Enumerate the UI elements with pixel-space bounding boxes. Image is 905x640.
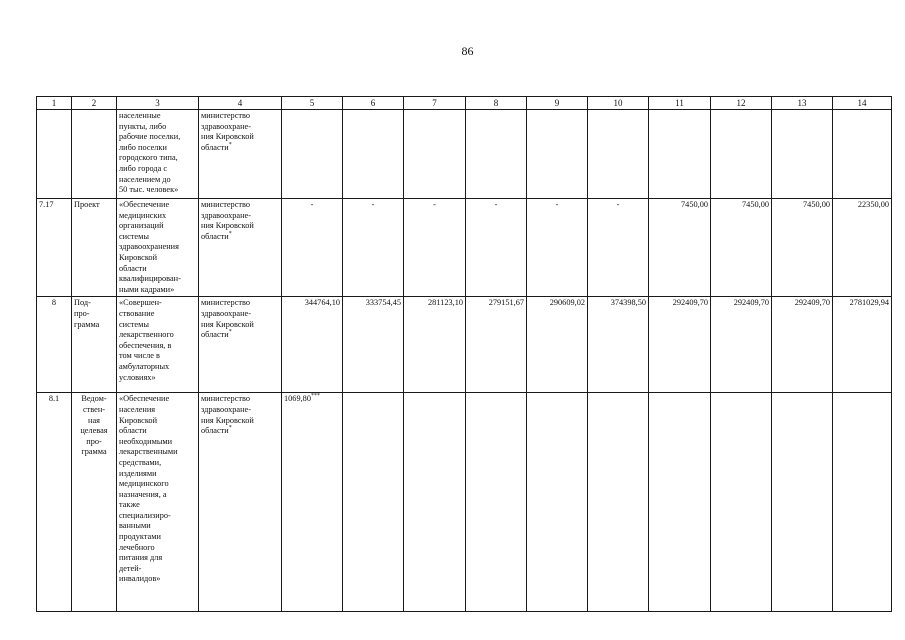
column-header: 4: [199, 97, 282, 110]
value-cell: -: [466, 199, 527, 297]
table-row: [37, 393, 892, 612]
value-cell: 292409,70: [772, 297, 833, 393]
column-header: 2: [72, 97, 117, 110]
value-cell: 2781029,94: [833, 297, 892, 393]
row-type-cell: Под- про- грамма: [72, 297, 117, 393]
row-number-cell: 8: [37, 297, 72, 393]
value-cell: -: [404, 199, 466, 297]
value-cell: 22350,00: [833, 199, 892, 297]
row-number-cell: [37, 110, 72, 199]
responsible-text: министерство здравоохране- ния Кировской области: [201, 111, 254, 152]
value-cell: -: [527, 199, 588, 297]
footnote-mark: *: [228, 329, 232, 336]
value-cell: 292409,70: [649, 297, 711, 393]
responsible-text: министерство здравоохране- ния Кировской области: [201, 394, 254, 436]
row-type-cell: [72, 110, 117, 199]
column-header: 3: [117, 97, 199, 110]
value-cell: 281123,10: [404, 297, 466, 393]
row-title-cell: «Обеспечение медицинских организаций системы здравоохранения Кировской области квалифицирован- ными кадрами»: [117, 199, 199, 297]
value-cell: [649, 393, 711, 612]
value-cell: -: [343, 199, 404, 297]
value-cell: [711, 393, 772, 612]
responsible-text: министерство здравоохране- ния Кировской области: [201, 298, 254, 340]
row-title-cell: «Совершен- ствование системы лекарственного обеспечения, в том числе в амбулаторных условиях»: [117, 297, 199, 393]
column-header: 6: [343, 97, 404, 110]
value-text: 1069,80: [284, 394, 311, 404]
table-row: [37, 297, 892, 393]
header-row: [37, 97, 892, 110]
value-cell: 279151,67: [466, 297, 527, 393]
footnote-mark: *: [228, 231, 232, 238]
row-type-cell: Ведом- ствен- ная целевая про- грамма: [72, 393, 117, 612]
value-cell: 7450,00: [772, 199, 833, 297]
column-header: 5: [282, 97, 343, 110]
row-title-cell: населенные пункты, либо рабочие поселки, либо поселки городского типа, либо города с населением до 50 тыс. человек»: [117, 110, 199, 199]
page-number: 86: [461, 44, 474, 58]
value-cell: [833, 393, 892, 612]
column-header: 14: [833, 97, 892, 110]
column-header: 9: [527, 97, 588, 110]
row-responsible-cell: [199, 393, 282, 612]
column-header: 10: [588, 97, 649, 110]
row-responsible-cell: [199, 110, 282, 199]
value-cell: [588, 110, 649, 199]
value-cell: [282, 110, 343, 199]
column-header: 8: [466, 97, 527, 110]
value-cell: [649, 110, 711, 199]
column-header: 12: [711, 97, 772, 110]
value-cell: 333754,45: [343, 297, 404, 393]
column-header: 13: [772, 97, 833, 110]
budget-table: [36, 96, 892, 612]
row-responsible-cell: [199, 199, 282, 297]
value-cell: [527, 393, 588, 612]
value-cell: 344764,10: [282, 297, 343, 393]
row-number-cell: 8.1: [37, 393, 72, 612]
value-cell: 374398,50: [588, 297, 649, 393]
column-header: 7: [404, 97, 466, 110]
footnote-mark: *: [228, 142, 232, 149]
value-cell: 7450,00: [711, 199, 772, 297]
row-title-cell: «Обеспечение населения Кировской области необходимыми лекарственными средствами, изделиями медицинского назначения, а также специализиро- ванными продуктами лечебного питания для детей- инвалидов»: [117, 393, 199, 612]
value-cell: [404, 393, 466, 612]
row-number-cell: 7.17: [37, 199, 72, 297]
value-cell: [466, 393, 527, 612]
footnote-mark: *: [228, 425, 232, 432]
value-cell: [404, 110, 466, 199]
table-row: [37, 110, 892, 199]
column-header: 1: [37, 97, 72, 110]
column-header: 11: [649, 97, 711, 110]
value-cell: [527, 110, 588, 199]
value-cell: [711, 110, 772, 199]
value-cell: [833, 110, 892, 199]
value-cell: [343, 393, 404, 612]
row-responsible-cell: [199, 297, 282, 393]
value-cell: 292409,70: [711, 297, 772, 393]
value-cell: -: [282, 199, 343, 297]
value-cell: -: [588, 199, 649, 297]
footnote-mark: ***: [310, 393, 320, 400]
value-cell: 7450,00: [649, 199, 711, 297]
responsible-text: министерство здравоохране- ния Кировской области: [201, 200, 254, 241]
value-cell: [466, 110, 527, 199]
value-cell: [343, 110, 404, 199]
row-type-cell: Проект: [72, 199, 117, 297]
table-row: [37, 199, 892, 297]
value-cell: [772, 110, 833, 199]
value-cell: [772, 393, 833, 612]
value-cell: 290609,02: [527, 297, 588, 393]
value-cell: [282, 393, 343, 612]
value-cell: [588, 393, 649, 612]
